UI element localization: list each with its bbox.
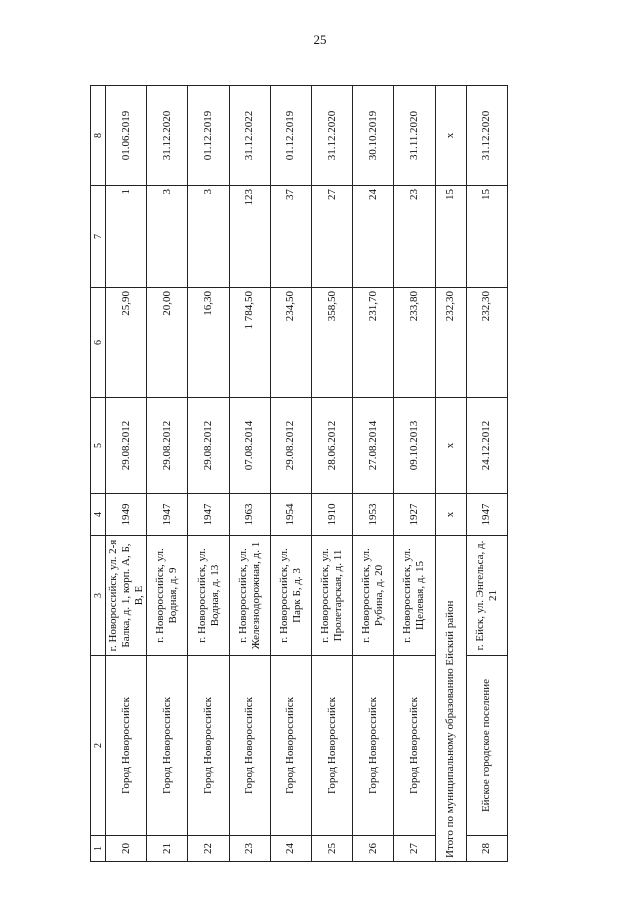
- cell-people: 3: [147, 186, 188, 288]
- cell-deadline: 31.12.2020: [466, 86, 507, 186]
- subtotal-year: x: [435, 494, 466, 536]
- cell-deadline: 31.11.2020: [394, 86, 435, 186]
- cell-no: 24: [270, 836, 311, 862]
- cell-date: 24.12.2012: [466, 398, 507, 494]
- rotated-sheet: [90, 86, 508, 862]
- subtotal-label: Итого по муниципальному образованию Ейский район: [435, 536, 466, 862]
- table-row: [147, 86, 188, 862]
- cell-year: 1963: [229, 494, 270, 536]
- cell-date: 07.08.2014: [229, 398, 270, 494]
- cell-no: 22: [188, 836, 229, 862]
- cell-deadline: 01.12.2019: [270, 86, 311, 186]
- column-number: 2: [91, 656, 106, 836]
- cell-address: г. Новороссийск, ул. Железнодорожная, д. 1: [229, 536, 270, 656]
- cell-municipality: Город Новороссийск: [270, 656, 311, 836]
- cell-municipality: Город Новороссийск: [312, 656, 353, 836]
- cell-municipality: Город Новороссийск: [353, 656, 394, 836]
- cell-deadline: 01.06.2019: [106, 86, 147, 186]
- cell-no: 26: [353, 836, 394, 862]
- subtotal-date: x: [435, 398, 466, 494]
- cell-municipality: Город Новороссийск: [106, 656, 147, 836]
- cell-address: г. Новороссийск, ул. 2-я Балка, д. 1, корп. А, Б, В, Е: [106, 536, 147, 656]
- column-number: 8: [91, 86, 106, 186]
- cell-municipality: Ейское городское поселение: [466, 656, 507, 836]
- column-number: 5: [91, 398, 106, 494]
- page-number: 25: [313, 32, 327, 47]
- cell-deadline: 31.12.2020: [147, 86, 188, 186]
- cell-people: 3: [188, 186, 229, 288]
- cell-year: 1953: [353, 494, 394, 536]
- column-number: 4: [91, 494, 106, 536]
- cell-people: 1: [106, 186, 147, 288]
- cell-date: 29.08.2012: [270, 398, 311, 494]
- cell-date: 29.08.2012: [106, 398, 147, 494]
- cell-area: 25,90: [106, 288, 147, 398]
- cell-date: 09.10.2013: [394, 398, 435, 494]
- cell-no: 21: [147, 836, 188, 862]
- cell-date: 28.06.2012: [312, 398, 353, 494]
- cell-year: 1947: [188, 494, 229, 536]
- cell-deadline: 30.10.2019: [353, 86, 394, 186]
- cell-year: 1927: [394, 494, 435, 536]
- cell-municipality: Город Новороссийск: [188, 656, 229, 836]
- table-row: [353, 86, 394, 862]
- cell-date: 27.08.2014: [353, 398, 394, 494]
- cell-date: 29.08.2012: [188, 398, 229, 494]
- cell-year: 1949: [106, 494, 147, 536]
- cell-no: 28: [466, 836, 507, 862]
- column-number: 6: [91, 288, 106, 398]
- cell-year: 1954: [270, 494, 311, 536]
- cell-date: 29.08.2012: [147, 398, 188, 494]
- cell-area: 358,50: [312, 288, 353, 398]
- subtotal-row: [435, 86, 466, 862]
- cell-year: 1947: [147, 494, 188, 536]
- cell-people: 37: [270, 186, 311, 288]
- housing-table: [90, 85, 508, 862]
- cell-area: 1 784,50: [229, 288, 270, 398]
- table-row: [188, 86, 229, 862]
- cell-area: 231,70: [353, 288, 394, 398]
- cell-no: 25: [312, 836, 353, 862]
- cell-address: г. Новороссийск, ул. Рубина, д. 20: [353, 536, 394, 656]
- cell-address: г. Новороссийск, ул. Пролетарская, д. 11: [312, 536, 353, 656]
- cell-area: 16,30: [188, 288, 229, 398]
- cell-no: 23: [229, 836, 270, 862]
- cell-municipality: Город Новороссийск: [229, 656, 270, 836]
- column-number: 3: [91, 536, 106, 656]
- cell-area: 20,00: [147, 288, 188, 398]
- subtotal-area: 232,30: [435, 288, 466, 398]
- cell-address: г. Ейск, ул. Энгельса, д. 21: [466, 536, 507, 656]
- cell-address: г. Новороссийск, ул. Парк Б, д. 3: [270, 536, 311, 656]
- cell-deadline: 01.12.2019: [188, 86, 229, 186]
- table-row: [394, 86, 435, 862]
- cell-address: г. Новороссийск, ул. Водная, д. 13: [188, 536, 229, 656]
- cell-area: 234,50: [270, 288, 311, 398]
- cell-year: 1910: [312, 494, 353, 536]
- cell-address: г. Новороссийск, ул. Водная, д. 9: [147, 536, 188, 656]
- cell-year: 1947: [466, 494, 507, 536]
- subtotal-people: 15: [435, 186, 466, 288]
- cell-people: 24: [353, 186, 394, 288]
- cell-deadline: 31.12.2022: [229, 86, 270, 186]
- table-row: [229, 86, 270, 862]
- cell-people: 23: [394, 186, 435, 288]
- column-number: 7: [91, 186, 106, 288]
- column-number: 1: [91, 836, 106, 862]
- cell-people: 15: [466, 186, 507, 288]
- cell-municipality: Город Новороссийск: [147, 656, 188, 836]
- cell-deadline: 31.12.2020: [312, 86, 353, 186]
- cell-address: г. Новороссийск, ул. Щелевая, д. 15: [394, 536, 435, 656]
- table-row: [270, 86, 311, 862]
- cell-municipality: Город Новороссийск: [394, 656, 435, 836]
- cell-area: 233,80: [394, 288, 435, 398]
- cell-no: 20: [106, 836, 147, 862]
- cell-no: 27: [394, 836, 435, 862]
- cell-area: 232,30: [466, 288, 507, 398]
- table-container: [90, 86, 508, 862]
- table-row: [312, 86, 353, 862]
- column-number-row: [91, 86, 106, 862]
- cell-people: 123: [229, 186, 270, 288]
- cell-people: 27: [312, 186, 353, 288]
- subtotal-deadline: x: [435, 86, 466, 186]
- table-row: [466, 86, 507, 862]
- table-row: [106, 86, 147, 862]
